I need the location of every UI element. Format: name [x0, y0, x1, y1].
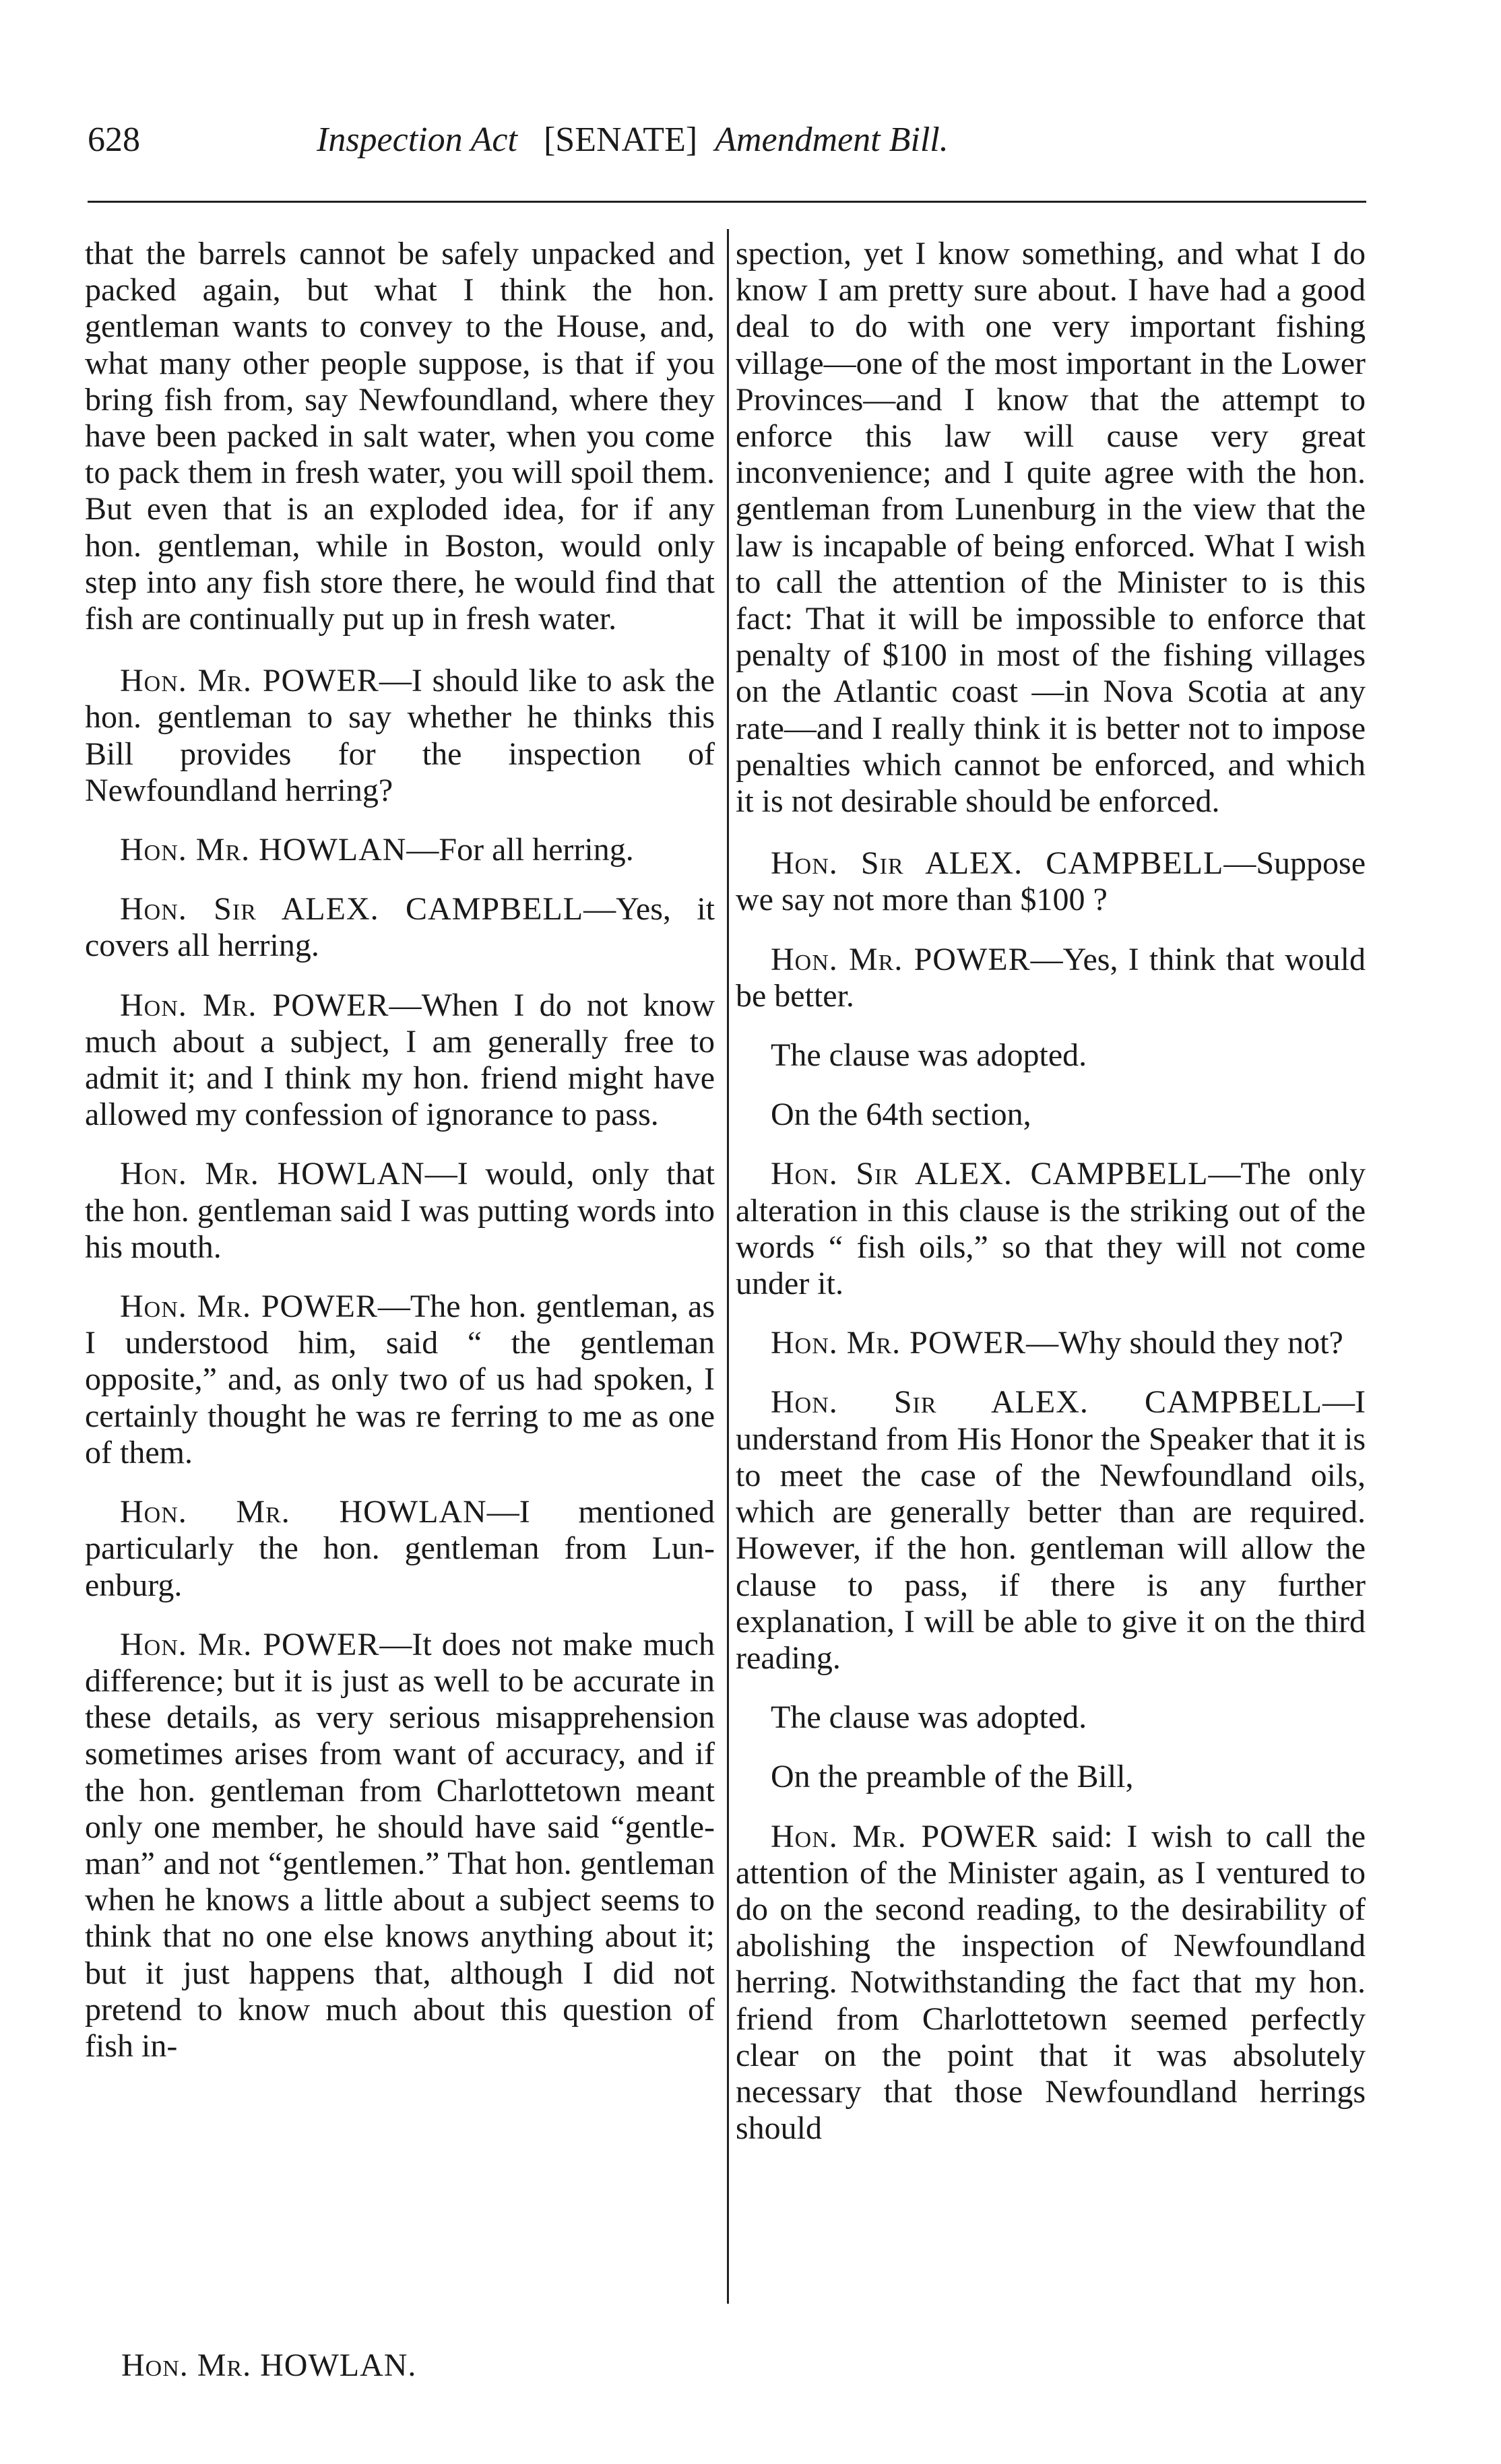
paragraph-text: —When I do not know much about a subject, I am generally free to admit it; and I think my hon. friend might have allowed my confession of ignorance to pass. — [85, 987, 715, 1133]
paragraph-text: —Yes, it covers all herring. — [85, 891, 715, 964]
procedural-note — [736, 1097, 1366, 1133]
left-column — [85, 236, 715, 2087]
paragraph-text: —Why should they not? — [1026, 1325, 1343, 1361]
page-number: 628 — [88, 121, 140, 159]
paragraph-text: —Yes, I think that would be better. — [736, 941, 1366, 1014]
paragraph — [85, 1494, 715, 1604]
paragraph-text: that the barrels cannot be safely unpacked and packed again, but what I think the hon. gentleman wants to convey to the House, and, what many other people suppose, is that if you bring fish from, say Newfoundland, where they have been packed in salt water, when you come to pack them in fresh water, you will spoil them. But even that is an exploded idea, for if any hon. gentleman, while in Boston, would only step into any fish store there, he would find that fish are continually put up in fresh water. — [85, 236, 715, 637]
speaker-name: Hon. Sir ALEX. CAMPBELL — [771, 1384, 1323, 1421]
paragraph — [85, 891, 715, 964]
paragraph — [736, 1384, 1366, 1677]
paragraph — [736, 1325, 1366, 1361]
paragraph — [736, 845, 1366, 918]
running-title — [317, 113, 949, 167]
right-column — [736, 236, 1366, 2170]
speaker-name: Hon. Mr. HOWLAN — [120, 1494, 487, 1530]
paragraph — [85, 987, 715, 1134]
speaker-name: Hon. Mr. POWER — [771, 941, 1031, 977]
paragraph-text: —The only alteration in this clause is the striking out of the words “ fish oils,” so that they will not come under it. — [736, 1156, 1366, 1302]
speaker-name: Hon. Sir ALEX. CAMPBELL — [120, 891, 584, 928]
speaker-name: Hon. Mr. POWER — [771, 1325, 1027, 1361]
catchword: Hon. Mr. HOWLAN. — [121, 2347, 417, 2383]
header-rule — [88, 201, 1366, 203]
speaker-name: Hon. Mr. POWER — [120, 1289, 378, 1325]
speaker-name: Hon. Mr. POWER — [120, 1626, 380, 1662]
paragraph — [85, 1627, 715, 2065]
title-amendment-bill: Amendment Bill. — [715, 121, 949, 159]
running-header — [88, 113, 1368, 167]
speaker-name: Hon. Mr. HOWLAN — [120, 832, 407, 868]
paragraph — [736, 236, 1366, 820]
column-divider — [727, 229, 729, 2304]
paragraph-text: On the 64th section, — [771, 1097, 1031, 1133]
speaker-name: Hon. Sir ALEX. CAMPBELL — [771, 845, 1224, 882]
paragraph — [736, 1819, 1366, 2147]
procedural-note — [736, 1037, 1366, 1074]
paragraph-text: The clause was adopted. — [771, 1037, 1087, 1074]
paragraph — [85, 1289, 715, 1471]
paragraph-text: —Suppose we say not more than $100 ? — [736, 845, 1366, 918]
speaker-name: Hon. Mr. POWER — [120, 663, 379, 699]
title-inspection-act: Inspection Act — [317, 121, 517, 159]
speaker-name: Hon. Sir ALEX. CAMPBELL — [771, 1156, 1209, 1192]
paragraph-text: said: I wish to call the attention of the Minister again, as I ventured to do on the second reading, to the desirability of abolishing the inspection of Newfoundland herring. Notwithstanding the fact that my hon. friend from Charlottetown seemed perfectly clear on the point that it was absolutely necessary that those Newfoundland herrings should — [736, 1818, 1366, 2147]
procedural-note — [736, 1699, 1366, 1736]
paragraph-text: The clause was adopted. — [771, 1699, 1087, 1736]
paragraph-text: —I mentioned particularly the hon. gentleman from Lunenburg. — [85, 1494, 715, 1603]
speaker-name: Hon. Mr. POWER — [771, 1818, 1038, 1854]
paragraph — [85, 832, 715, 868]
paragraph-text: —I understand from His Honor the Speaker that it is to meet the case of the Newfoundland oils, which are generally better than are required. However, if the hon. gentleman will allow the clause to pass, if there is any further explanation, I will be able to give it on the third reading. — [736, 1384, 1366, 1676]
procedural-note — [736, 1759, 1366, 1795]
paragraph-text: —For all herring. — [406, 832, 634, 868]
paragraph-text: —The hon. gentleman, as I understood him, said “ the gentleman opposite,” and, as only two of us had spoken, I certainly thought he was re ferring to me as one of them. — [85, 1289, 715, 1470]
paragraph-text: —I would, only that the hon. gentleman said I was putting words into his mouth. — [85, 1156, 715, 1265]
paragraph — [736, 1156, 1366, 1302]
paragraph — [85, 236, 715, 637]
speaker-name: Hon. Mr. POWER — [120, 987, 389, 1023]
paragraph — [85, 1156, 715, 1266]
speaker-name: Hon. Mr. HOWLAN — [120, 1156, 425, 1192]
paragraph-text: —I should like to ask the hon. gentleman to say whether he thinks this Bill provides for the inspection of Newfoundland herring? — [85, 663, 715, 808]
paragraph — [85, 663, 715, 809]
paragraph — [736, 942, 1366, 1014]
title-senate: [SENATE] — [543, 121, 698, 159]
paragraph-text: —It does not make much difference; but it is just as well to be accurate in these details, as very serious misapprehension sometimes arises from want of accuracy, and if the hon. gentleman from Charlottetown meant only one member, he should have said “gentleman” and not “gentlemen.” That hon. gentleman when he knows a little about a subject seems to think that no one else knows anything about it; but it just happens that, although I did not pretend to know much about this question of fish in- — [85, 1626, 715, 2064]
paragraph-text: On the preamble of the Bill, — [771, 1759, 1134, 1795]
paragraph-text: spection, yet I know something, and what I do know I am pretty sure about. I have had a good deal to do with one very important fishing village—one of the most important in the Lower Provinces—and I know that the attempt to enforce this law will cause very great inconvenience; and I quite agree with the hon. gentleman from Lunenburg in the view that the law is incapable of being enforced. What I wish to call the attention of the Minister to is this fact: That it will be impossible to enforce that penalty of $100 in most of the fishing villages on the Atlantic coast —in Nova Scotia at any rate—and I really think it is better not to impose penalties which cannot be enforced, and which it is not desirable should be enforced. — [736, 236, 1366, 820]
